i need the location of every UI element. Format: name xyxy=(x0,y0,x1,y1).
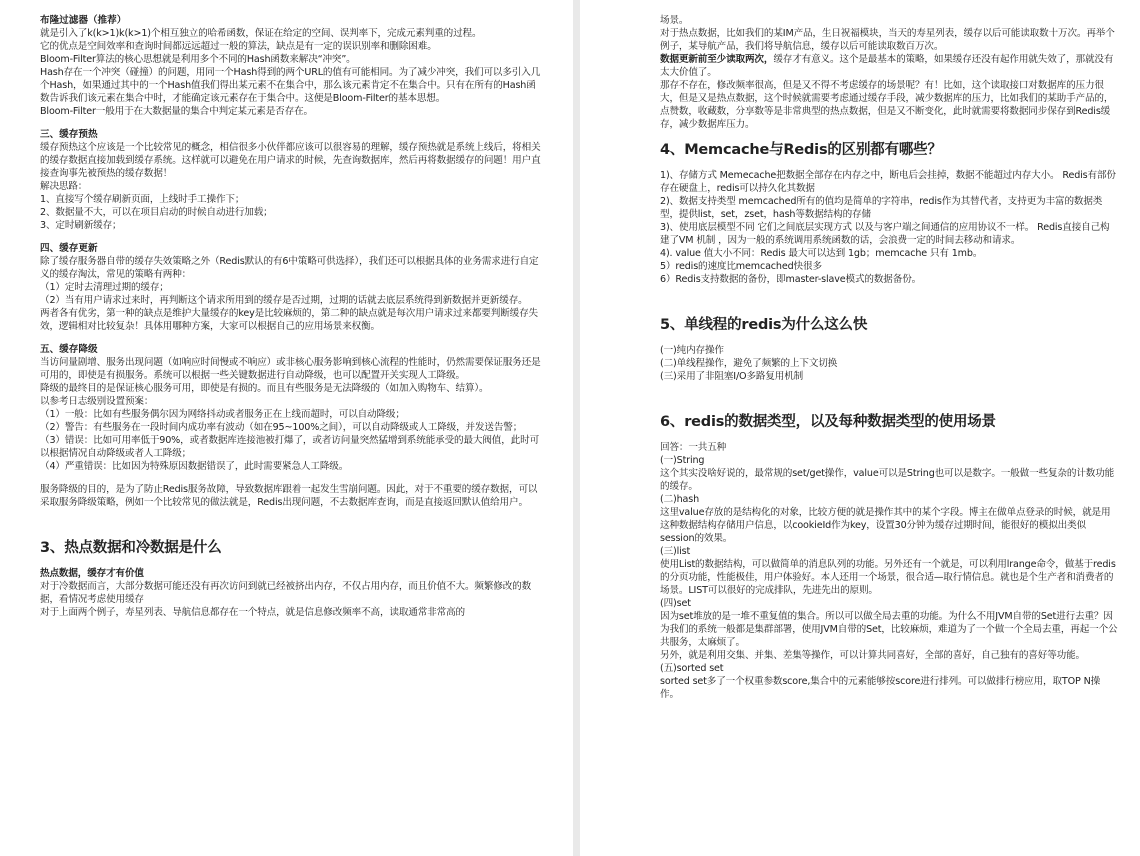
paragraph: 使用List的数据结构，可以做简单的消息队列的功能。另外还有一个就是，可以利用lrange命令，做基于redis的分页功能，性能极佳，用户体验好。本人还用一个场景，很合适—取行情信息。就也是个生产者和消费者的场景。LIST可以很好的完成排队，先进先出的原则。 xyxy=(660,559,1116,596)
paragraph: 缓存预热这个应该是一个比较常见的概念，相信很多小伙伴都应该可以很容易的理解，缓存预热就是系统上线后，将相关的缓存数据直接加载到缓存系统。这样就可以避免在用户请求的时候，先查询数据库，然后再将数据缓存的问题！用户直接查询事先被预热的缓存数据！ xyxy=(40,142,541,179)
paragraph: 就是引入了k(k>1)k(k>1)个相互独立的哈希函数，保证在给定的空间、误判率下，完成元素判重的过程。 xyxy=(40,28,482,39)
paragraph: （3）错误：比如可用率低于90%，或者数据库连接池被打爆了，或者访问量突然猛增到系统能承受的最大阀值，此时可以根据情况自动降级或者人工降级； xyxy=(40,435,540,459)
paragraph: 对于热点数据，比如我们的某IM产品，生日祝福模块，当天的寿星列表，缓存以后可能读取数十万次。再举个例子，某导航产品，我们将导航信息，缓存以后可能读取数百万次。 xyxy=(660,28,1115,52)
spacer xyxy=(660,131,1118,141)
paragraph: (三)采用了非阻塞I/O多路复用机制 xyxy=(660,371,804,382)
bold-text: 数据更新前至少读取两次， xyxy=(660,54,774,65)
paragraph: (二)单线程操作，避免了频繁的上下文切换 xyxy=(660,358,838,369)
document-page-right xyxy=(580,0,1140,856)
section-heading: 6、redis的数据类型，以及每种数据类型的使用场景 xyxy=(660,414,996,430)
spacer xyxy=(660,334,1118,344)
paragraph: 回答：一共五种 xyxy=(660,442,727,453)
paragraph: (四)set xyxy=(660,598,691,609)
spacer xyxy=(660,431,1118,441)
paragraph: (三)list xyxy=(660,546,691,557)
spacer xyxy=(40,509,543,539)
section-heading: 5、单线程的redis为什么这么快 xyxy=(660,317,868,333)
paragraph: 那存不存在，修改频率很高，但是又不得不考虑缓存的场景呢？有！比如，这个读取接口对数据库的压力很大，但是又是热点数据，这个时候就需要考虑通过缓存手段，减少数据库的压力，比如我们的某助手产品的，点赞数，收藏数，分享数等是非常典型的热点数据，但是又不断变化，此时就需要将数据同步保存到Redis缓存，减少数据库压力。 xyxy=(660,80,1114,130)
paragraph: 5）redis的速度比memcached快很多 xyxy=(660,261,822,272)
spacer xyxy=(660,159,1118,169)
paragraph: 对于上面两个例子，寿星列表、导航信息都存在一个特点，就是信息修改频率不高，读取通常非常高的 xyxy=(40,607,465,618)
subsection-heading: 五、缓存降级 xyxy=(40,344,98,355)
paragraph: 3)、使用底层模型不同 它们之间底层实现方式 以及与客户端之间通信的应用协议不一样。 Redis直接自己构建了VM 机制 ，因为一般的系统调用系统函数的话，会浪费一定的时间去移动和请求。 xyxy=(660,222,1110,246)
paragraph: (二)hash xyxy=(660,494,700,505)
paragraph: 以参考日志级别设置预案： xyxy=(40,396,154,407)
paragraph: 它的优点是空间效率和查询时间都远远超过一般的算法，缺点是有一定的误识别率和删除困难。 xyxy=(40,41,437,52)
paragraph: Bloom-Filter一般用于在大数据量的集合中判定某元素是否存在。 xyxy=(40,106,313,117)
paragraph: （1）定时去清理过期的缓存； xyxy=(40,282,169,293)
paragraph: 场景。 xyxy=(660,15,689,26)
paragraph: （4）严重错误：比如因为特殊原因数据错误了，此时需要紧急人工降级。 xyxy=(40,461,349,472)
spacer xyxy=(660,383,1118,413)
paragraph: （1）一般：比如有些服务偶尔因为网络抖动或者服务正在上线而超时，可以自动降级； xyxy=(40,409,405,420)
subsection-heading: 四、缓存更新 xyxy=(40,243,98,254)
spacer xyxy=(40,557,543,567)
paragraph: 数据更新前至少读取两次，缓存才有意义。这个是最基本的策略，如果缓存还没有起作用就失效了，那就没有太大价值了。 xyxy=(660,54,1114,78)
paragraph: sorted set多了一个权重参数score,集合中的元素能够按score进行排列。可以做排行榜应用，取TOP N操作。 xyxy=(660,676,1101,700)
paragraph: 另外，就是利用交集、并集、差集等操作，可以计算共同喜好，全部的喜好，自己独有的喜好等功能。 xyxy=(660,650,1085,661)
paragraph: 6）Redis支持数据的备份，即master-slave模式的数据备份。 xyxy=(660,274,922,285)
spacer xyxy=(660,286,1118,316)
section-heading: 4、Memcache与Redis的区别都有哪些？ xyxy=(660,142,942,158)
paragraph: 这个其实没啥好说的，最常规的set/get操作，value可以是String也可以是数字。一般做一些复杂的计数功能的缓存。 xyxy=(660,468,1115,492)
paragraph: 当访问量剧增、服务出现问题（如响应时间慢或不响应）或非核心服务影响到核心流程的性能时，仍然需要保证服务还是可用的，即使是有损服务。系统可以根据一些关键数据进行自动降级，也可以配置开关实现人工降级。 xyxy=(40,357,541,381)
paragraph: 热点数据，缓存才有价值 xyxy=(40,568,144,579)
subsection-heading: 布隆过滤器（推荐） xyxy=(40,15,127,26)
paragraph: 服务降级的目的，是为了防止Redis服务故障，导致数据库跟着一起发生雪崩问题。因此，对于不重要的缓存数据，可以采取服务降级策略，例如一个比较常见的做法就是，Redis出现问题，不去数据库查询，而是直接返回默认值给用户。 xyxy=(40,484,538,508)
paragraph: 两者各有优劣，第一种的缺点是维护大量缓存的key是比较麻烦的，第二种的缺点就是每次用户请求过来都要判断缓存失效，逻辑相对比较复杂！具体用哪种方案，大家可以根据自己的应用场景来权衡。 xyxy=(40,308,538,332)
section-heading: 3、热点数据和冷数据是什么 xyxy=(40,540,222,556)
paragraph: 对于冷数据而言，大部分数据可能还没有再次访问到就已经被挤出内存，不仅占用内存，而且价值不大。频繁修改的数据，看情况考虑使用缓存 xyxy=(40,581,532,605)
paragraph: (一)纯内存操作 xyxy=(660,345,724,356)
spacer xyxy=(40,473,543,483)
paragraph: 2)、数据支持类型 memcached所有的值均是简单的字符串，redis作为其替代者，支持更为丰富的数据类型，提供list，set，zset，hash等数据结构的存储 xyxy=(660,196,1103,220)
paragraph: 3、定时刷新缓存； xyxy=(40,220,122,231)
paragraph: （2）警告：有些服务在一段时间内成功率有波动（如在95~100%之间），可以自动降级或人工降级，并发送告警； xyxy=(40,422,523,433)
paragraph: 1、直接写个缓存刷新页面，上线时手工操作下； xyxy=(40,194,245,205)
paragraph: 这里value存放的是结构化的对象，比较方便的就是操作其中的某个字段。博主在做单点登录的时候，就是用这种数据结构存储用户信息，以cookieId作为key，设置30分钟为缓存过期时间，能很好的模拟出类似session的效果。 xyxy=(660,507,1111,544)
paragraph: (五)sorted set xyxy=(660,663,724,674)
paragraph: Hash存在一个冲突（碰撞）的问题，用同一个Hash得到的两个URL的值有可能相同。为了减少冲突，我们可以多引入几个Hash，如果通过其中的一个Hash值我们得出某元素不在集合中，那么该元素肯定不在集合中。只有在所有的Hash函数告诉我们该元素在集合中时，才能确定该元素存在于集合中。这便是Bloom-Filter的基本思想。 xyxy=(40,67,541,104)
subsection-heading: 三、缓存预热 xyxy=(40,129,98,140)
paragraph: (一)String xyxy=(660,455,705,466)
paragraph: 降级的最终目的是保证核心服务可用，即使是有损的。而且有些服务是无法降级的（如加入购物车、结算）。 xyxy=(40,383,489,394)
paragraph: 因为set堆放的是一堆不重复值的集合。所以可以做全局去重的功能。为什么不用JVM自带的Set进行去重？因为我们的系统一般都是集群部署，使用JVM自带的Set，比较麻烦，难道为了一个做一个全局去重，再起一个公共服务，太麻烦了。 xyxy=(660,611,1118,648)
paragraph: Bloom-Filter算法的核心思想就是利用多个不同的Hash函数来解决“冲突”。 xyxy=(40,54,356,65)
paragraph: 2、数据量不大，可以在项目启动的时候自动进行加载； xyxy=(40,207,273,218)
paragraph: 除了缓存服务器自带的缓存失效策略之外（Redis默认的有6中策略可供选择），我们还可以根据具体的业务需求进行自定义的缓存淘汰，常见的策略有两种： xyxy=(40,256,539,280)
paragraph: 4). value 值大小不同：Redis 最大可以达到 1gb；memcache 只有 1mb。 xyxy=(660,248,983,259)
paragraph: （2）当有用户请求过来时，再判断这个请求所用到的缓存是否过期，过期的话就去底层系统得到新数据并更新缓存。 xyxy=(40,295,528,306)
paragraph: 解决思路： xyxy=(40,181,88,192)
paragraph: 1)、存储方式 Memecache把数据全部存在内存之中，断电后会挂掉，数据不能超过内存大小。 Redis有部份存在硬盘上，redis可以持久化其数据 xyxy=(660,170,1116,194)
